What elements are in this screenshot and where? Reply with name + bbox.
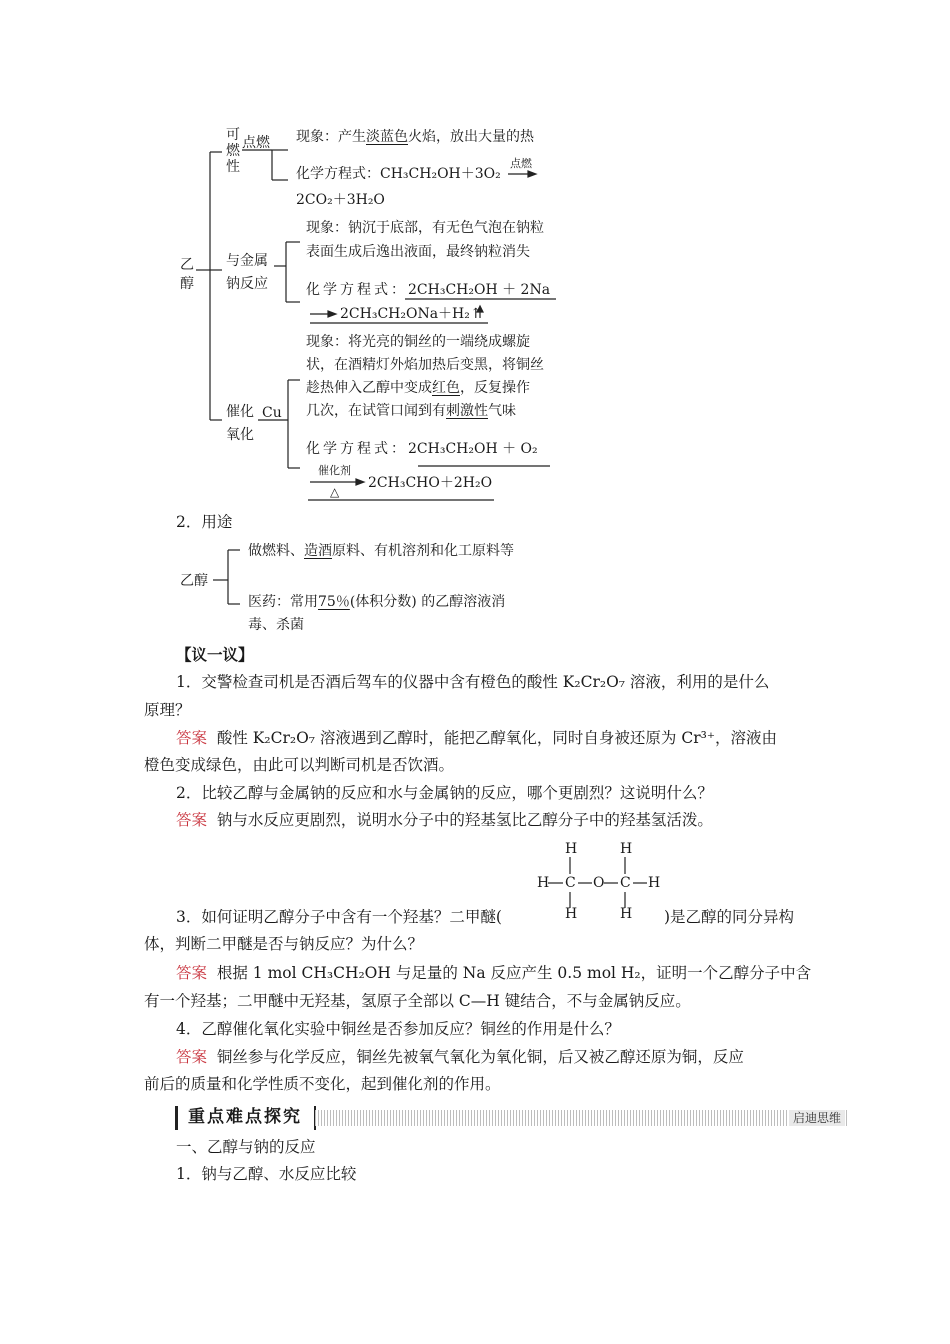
- answer-label: 答案: [176, 1048, 208, 1066]
- section-banner-pattern: [315, 1110, 847, 1126]
- flammable-label-3: 性: [226, 159, 240, 175]
- uses-root-label: 乙醇: [180, 573, 208, 589]
- uses-item-medicine-line2: 毒、杀菌: [248, 617, 304, 633]
- answer-label: 答案: [176, 811, 208, 829]
- catalytic-equation-line2: 2CH₃CHO＋2H₂O: [368, 475, 493, 491]
- section-tag: 启迪思维: [789, 1110, 845, 1126]
- catalytic-label-1: 催化: [226, 404, 254, 420]
- flammable-equation-line2: 2CO₂＋3H₂O: [296, 192, 385, 208]
- question-4: 4．乙醇催化氧化实验中铜丝是否参加反应？铜丝的作用是什么？: [176, 1020, 620, 1038]
- question-2: 2．比较乙醇与金属钠的反应和水与金属钠的反应，哪个更剧烈？这说明什么？: [176, 784, 713, 802]
- catalytic-equation-line1: 化学方程式：2CH₃CH₂OH ＋ O₂: [306, 441, 538, 457]
- metal-label-1: 与金属: [226, 253, 268, 269]
- metal-phenomenon-2: 表面生成后逸出液面，最终钠粒消失: [306, 244, 530, 260]
- metal-equation-line2: 2CH₃CH₂ONa＋H₂↑: [340, 306, 482, 322]
- flammable-condition: 点燃: [242, 135, 270, 151]
- uses-heading: 2．用途: [176, 513, 233, 531]
- answer-1-line2: 橙色变成绿色，由此可以判断司机是否饮酒。: [144, 756, 455, 774]
- flammable-label-2: 燃: [226, 143, 240, 159]
- tree-root-label: 乙醇: [180, 257, 194, 292]
- uses-item-fuel: 做燃料、造酒原料、有机溶剂和化工原料等: [248, 543, 514, 559]
- answer-2: 答案 钠与水反应更剧烈，说明水分子中的羟基氢比乙醇分子中的羟基氢活泼。: [176, 811, 713, 829]
- struct-top-h1: H: [565, 841, 578, 857]
- question-1-line2: 原理？: [144, 701, 191, 719]
- catalytic-phenomenon-3: 趁热伸入乙醇中变成红色，反复操作: [306, 380, 530, 396]
- flammable-label-1: 可: [226, 127, 240, 143]
- metal-equation-line1: 化学方程式：2CH₃CH₂OH ＋ 2Na: [306, 282, 551, 298]
- struct-left-h: H: [537, 875, 550, 891]
- struct-bot-h2: H: [620, 906, 633, 922]
- flammable-eq-condition: 点燃: [510, 157, 532, 170]
- uses-item-medicine: 医药：常用75％(体积分数) 的乙醇溶液消: [248, 594, 506, 610]
- answer-label: 答案: [176, 964, 208, 982]
- struct-top-h2: H: [620, 841, 633, 857]
- answer-4-line1: 答案 铜丝参与化学反应，铜丝先被氧气氧化为氧化铜，后又被乙醇还原为铜，反应: [176, 1048, 744, 1066]
- catalytic-phenomenon-2: 状，在酒精灯外焰加热后变黑，将铜丝: [306, 357, 544, 373]
- answer-4-line2: 前后的质量和化学性质不变化，起到催化剂的作用。: [144, 1075, 501, 1093]
- flammable-phenomenon: 现象：产生淡蓝色火焰，放出大量的热: [296, 129, 534, 145]
- struct-c1: C: [565, 875, 576, 891]
- question-3-prefix: 3．如何证明乙醇分子中含有一个羟基？二甲醚(: [176, 908, 502, 926]
- catalytic-label-2: 氧化: [226, 427, 254, 443]
- question-1-line1: 1．交警检查司机是否酒后驾车的仪器中含有橙色的酸性 K₂Cr₂O₇ 溶液，利用的是什么: [176, 673, 770, 691]
- section-title: 重点难点探究: [188, 1107, 302, 1127]
- discuss-heading: 【议一议】: [176, 645, 254, 664]
- subsection-item: 1．钠与乙醇、水反应比较: [176, 1165, 357, 1183]
- answer-3-line2: 有一个羟基；二甲醚中无羟基，氢原子全部以 C—H 键结合，不与金属钠反应。: [144, 992, 691, 1010]
- struct-bot-h1: H: [565, 906, 578, 922]
- question-3-suffix: )是乙醇的同分异构: [664, 908, 795, 926]
- answer-1-line1: 答案 酸性 K₂Cr₂O₇ 溶液遇到乙醇时，能把乙醇氧化，同时自身被还原为 Cr³⁺，溶液由: [176, 729, 778, 747]
- section-banner-box: [175, 1106, 316, 1130]
- answer-3-line1: 答案 根据 1 mol CH₃CH₂OH 与足量的 Na 反应产生 0.5 mol H₂，证明一个乙醇分子中含: [176, 964, 812, 982]
- answer-label: 答案: [176, 729, 208, 747]
- flammable-equation-line1: 化学方程式：CH₃CH₂OH＋3O₂: [296, 166, 501, 182]
- catalytic-catalyst: Cu: [262, 405, 282, 421]
- section-banner: [175, 1106, 847, 1130]
- catalytic-eq-condition-top: 催化剂: [318, 464, 351, 477]
- metal-label-2: 钠反应: [226, 276, 268, 292]
- catalytic-phenomenon-4: 几次，在试管口闻到有刺激性气味: [306, 403, 516, 419]
- catalytic-eq-condition-bottom: △: [330, 485, 340, 499]
- struct-o: O: [593, 875, 605, 891]
- metal-phenomenon-1: 现象：钠沉于底部，有无色气泡在钠粒: [306, 220, 544, 236]
- struct-right-h: H: [648, 875, 661, 891]
- question-3-line2: 体，判断二甲醚是否与钠反应？为什么？: [144, 935, 424, 953]
- catalytic-phenomenon-1: 现象：将光亮的铜丝的一端绕成螺旋: [306, 334, 530, 350]
- struct-c2: C: [620, 875, 631, 891]
- subsection-heading: 一、乙醇与钠的反应: [176, 1138, 316, 1156]
